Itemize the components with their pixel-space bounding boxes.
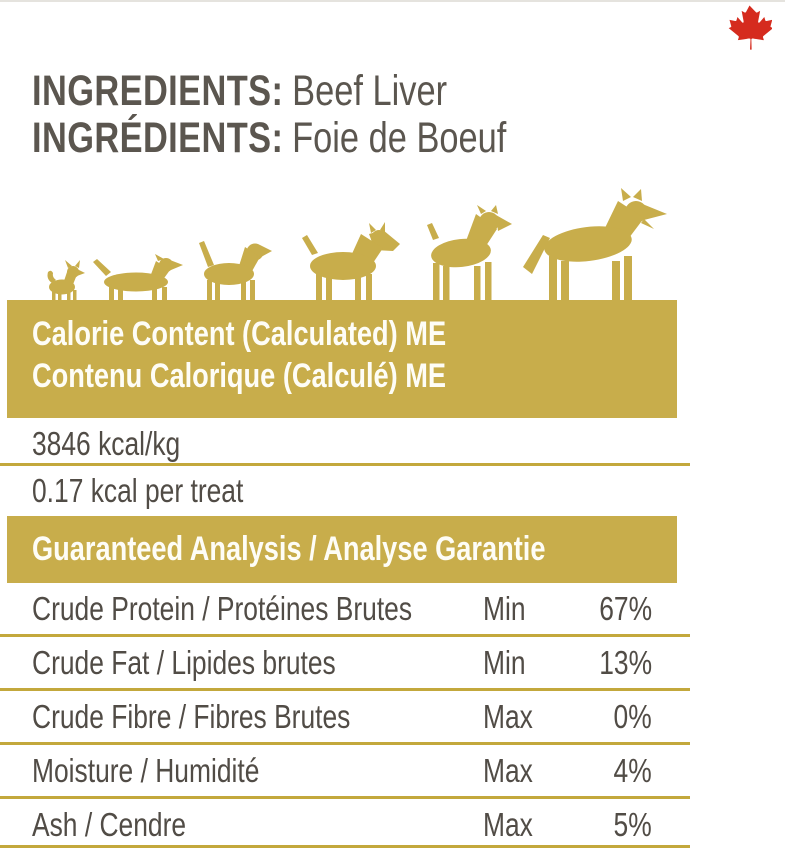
analysis-row-ash (0, 799, 690, 850)
guaranteed-analysis-band (7, 516, 677, 583)
analysis-row-crude-protein (0, 583, 690, 634)
row-value: 4% (613, 752, 652, 789)
divider-rule (0, 463, 690, 466)
row-basis: Min (483, 644, 526, 681)
dog-silhouette-chihuahua (45, 260, 88, 300)
row-basis: Max (483, 698, 533, 735)
calorie-heading-fr: Contenu Calorique (Calculé) ME (32, 357, 447, 395)
row-value: 0% (613, 698, 652, 735)
row-label: Crude Fibre / Fibres Brutes (32, 698, 351, 735)
row-label: Moisture / Humidité (32, 752, 260, 789)
ingredients-value-en: Beef Liver (292, 67, 448, 115)
ingredients-label-fr: INGRÉDIENTS: (32, 114, 284, 162)
row-label: Crude Fat / Lipides brutes (32, 644, 336, 681)
ingredients-value-fr: Foie de Boeuf (292, 114, 507, 162)
row-basis: Max (483, 752, 533, 789)
ingredients-line-fr (32, 114, 625, 162)
row-basis: Min (483, 590, 526, 627)
row-value: 67% (599, 590, 652, 627)
guaranteed-analysis-heading: Guaranteed Analysis / Analyse Garantie (32, 530, 546, 568)
analysis-row-crude-fat (0, 637, 690, 688)
row-value: 5% (613, 806, 652, 843)
maple-leaf-icon (727, 5, 772, 64)
kcal-per-treat: 0.17 kcal per treat (32, 472, 244, 509)
row-label: Crude Protein / Protéines Brutes (32, 590, 413, 627)
row-label: Ash / Cendre (32, 806, 187, 843)
kcal-per-kg: 3846 kcal/kg (32, 425, 181, 462)
analysis-row-moisture (0, 745, 690, 796)
ingredients-line-en (32, 67, 551, 115)
analysis-row-crude-fibre (0, 691, 690, 742)
dog-silhouette-bull-terrier (297, 222, 400, 300)
row-basis: Max (483, 806, 533, 843)
dog-silhouette-dachshund (92, 253, 183, 300)
ingredients-label-en: INGREDIENTS: (32, 67, 284, 115)
dog-silhouette-boxer (420, 205, 512, 300)
divider-rule (0, 845, 690, 848)
dog-silhouette-german-shepherd (520, 188, 667, 300)
dog-silhouette-beagle (195, 235, 272, 300)
calorie-heading-en: Calorie Content (Calculated) ME (32, 315, 447, 353)
row-value: 13% (599, 644, 652, 681)
